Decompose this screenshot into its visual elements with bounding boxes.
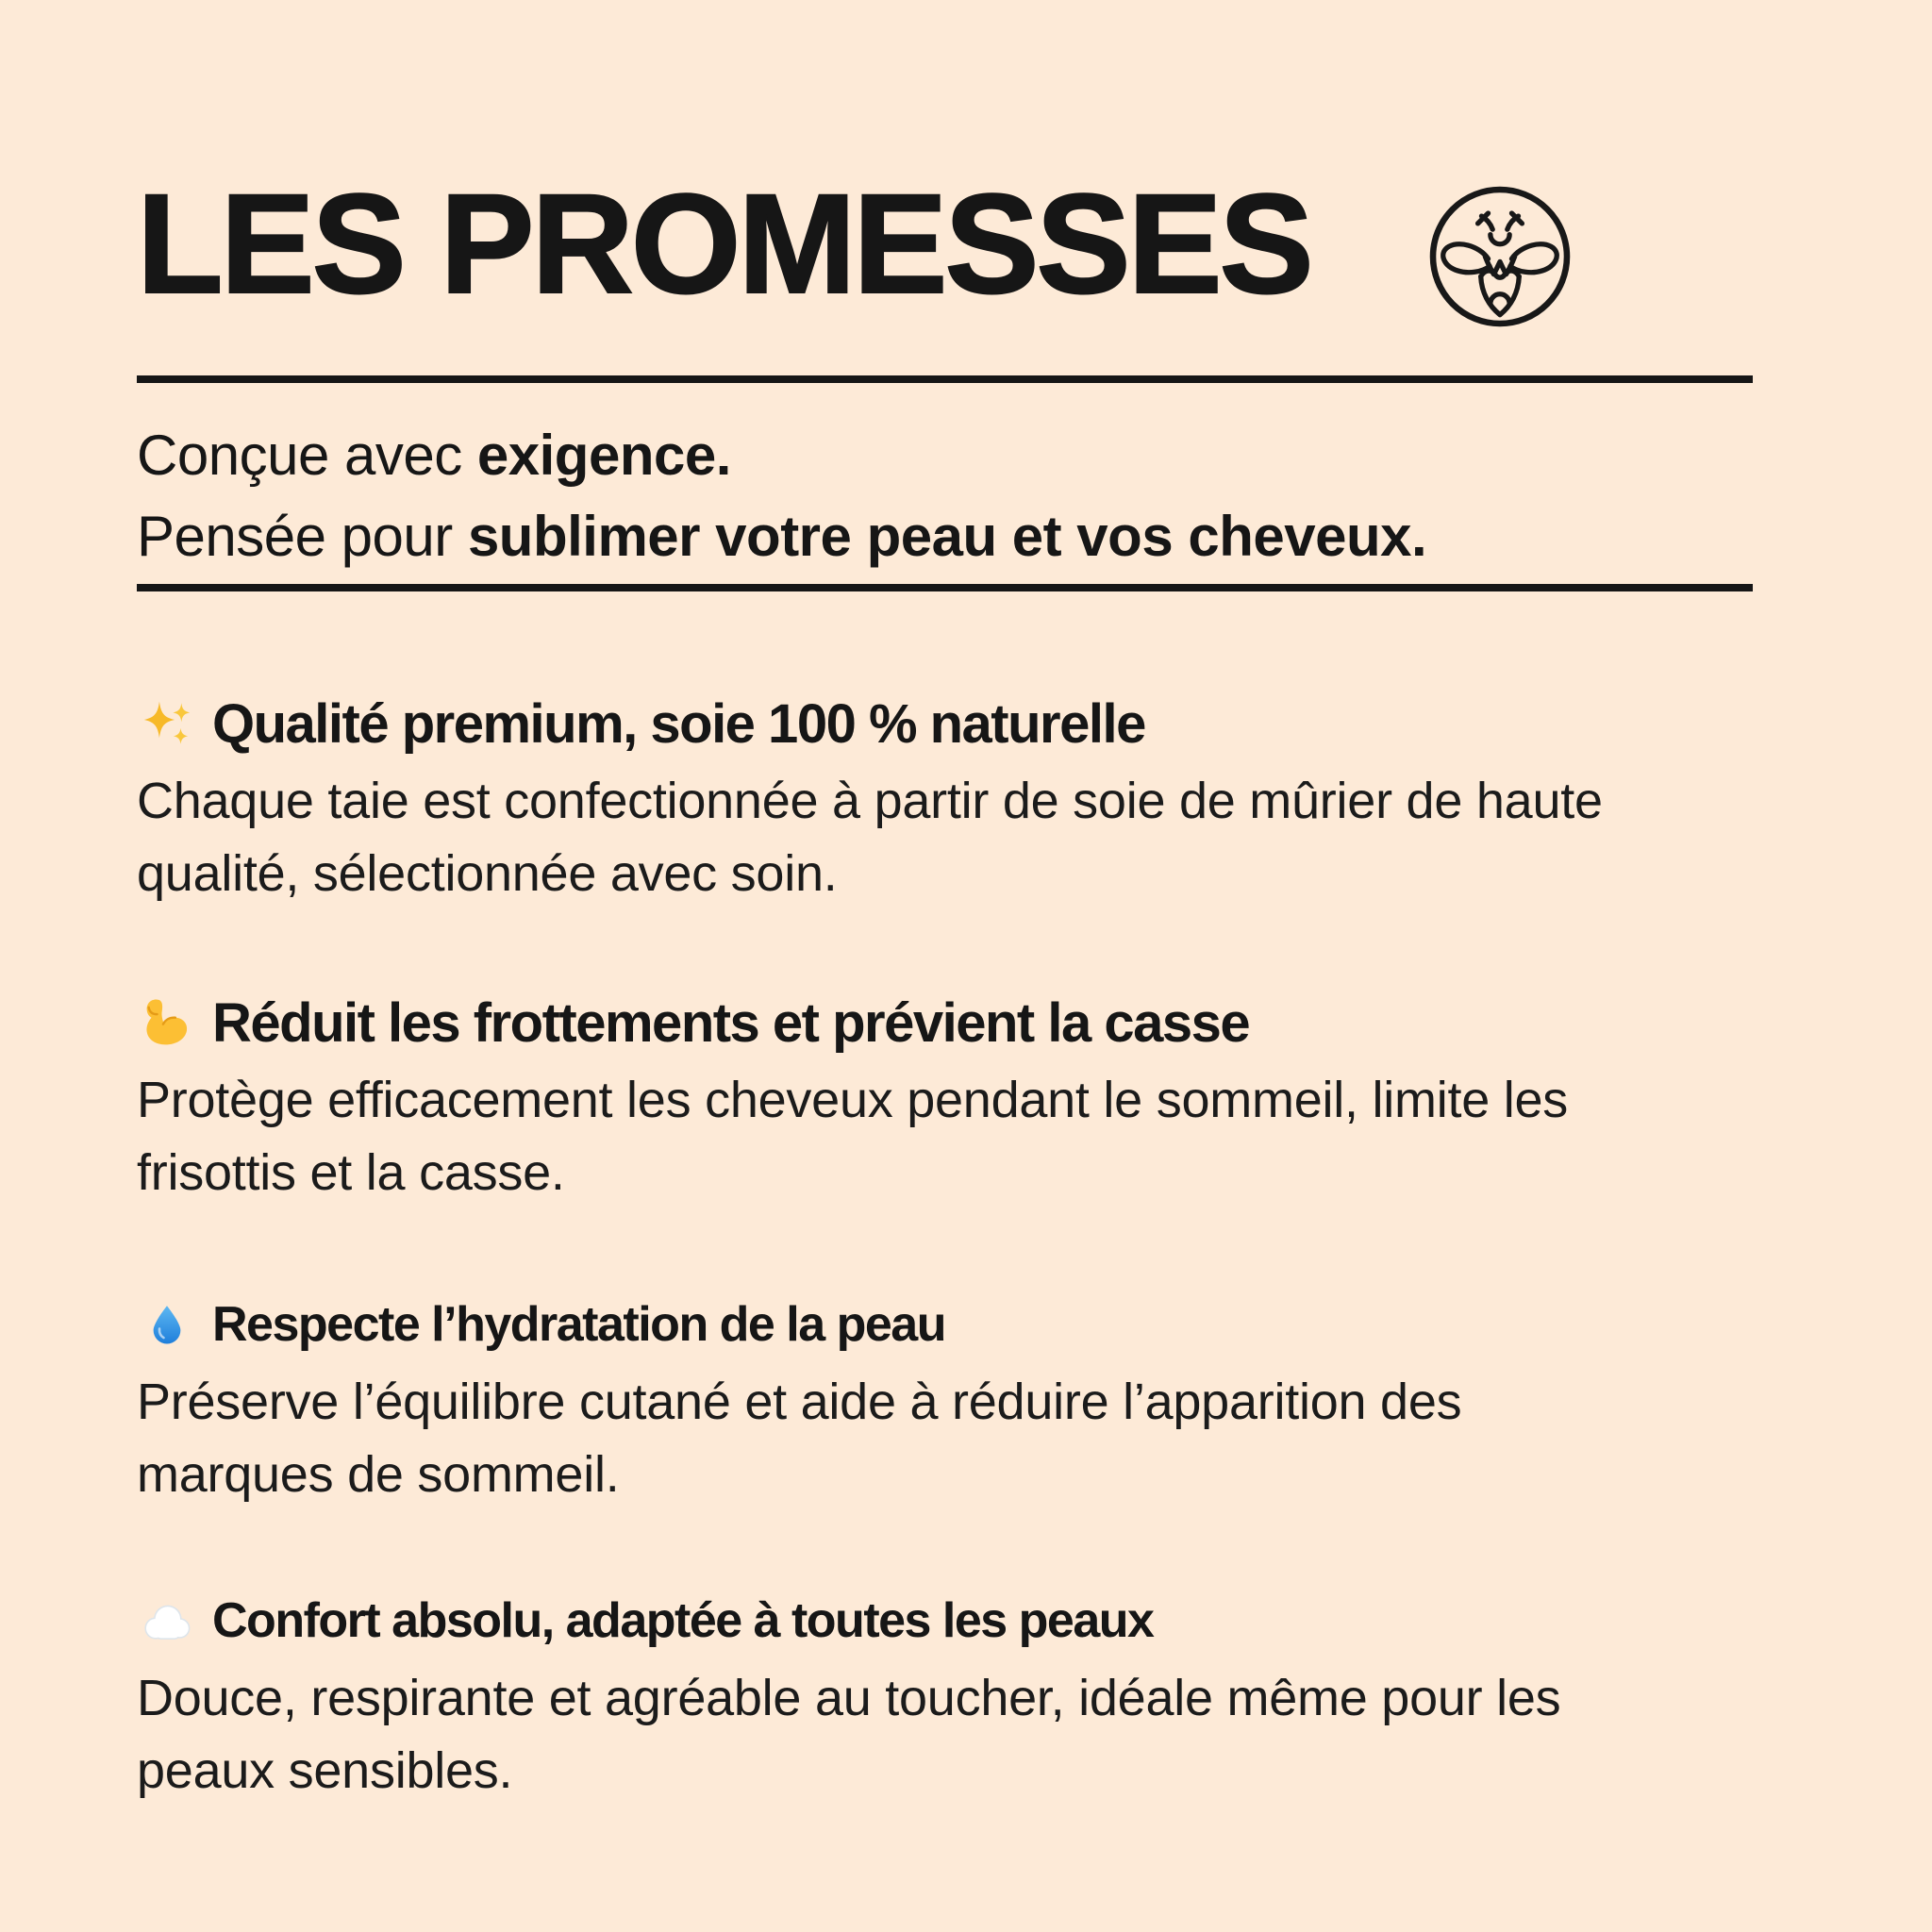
intro-line2-regular: Pensée pour [137, 505, 468, 568]
flexed-biceps-icon [137, 992, 197, 1053]
benefit-heading [137, 1294, 1461, 1355]
benefit-heading-text: Réduit les frottements et prévient la casse [212, 991, 1250, 1054]
benefit-body-line: Protège efficacement les cheveux pendant le sommeil, limite les [137, 1072, 1569, 1128]
benefit-heading-text: Confort absolu, adaptée à toutes les peaux [212, 1593, 1154, 1648]
benefit-body [137, 1662, 1560, 1807]
benefit-heading [137, 693, 1603, 754]
intro-text [137, 415, 1426, 577]
benefit-section-hydration [137, 1294, 1461, 1511]
divider-top [137, 375, 1753, 383]
sparkles-icon [137, 693, 197, 754]
intro-line2-bold: sublimer votre peau et vos cheveux. [467, 505, 1427, 568]
droplet-icon [137, 1294, 197, 1355]
benefit-body [137, 1366, 1461, 1511]
page-title: LES PROMESSES [137, 164, 1311, 323]
divider-bottom [137, 584, 1753, 591]
cloud-icon [137, 1591, 197, 1651]
intro-line-2 [137, 496, 1426, 577]
intro-line1-regular: Conçue avec [137, 424, 477, 487]
benefit-body-line: Chaque taie est confectionnée à partir de soie de mûrier de haute [137, 773, 1603, 829]
bee-logo-icon [1426, 183, 1574, 330]
benefit-body-line: peaux sensibles. [137, 1742, 513, 1799]
benefit-body-line: marques de sommeil. [137, 1446, 620, 1503]
intro-line-1 [137, 415, 1426, 496]
benefit-section-quality [137, 693, 1603, 910]
benefit-section-comfort [137, 1591, 1560, 1807]
benefit-body [137, 765, 1603, 910]
benefit-heading-text: Respecte l’hydratation de la peau [212, 1297, 945, 1352]
benefit-body-line: Préserve l’équilibre cutané et aide à réduire l’apparition des [137, 1374, 1462, 1430]
benefit-heading-text: Qualité premium, soie 100 % naturelle [212, 692, 1145, 755]
benefit-heading [137, 1591, 1560, 1651]
benefit-section-friction [137, 992, 1568, 1209]
intro-line1-bold: exigence. [476, 424, 731, 487]
benefit-body [137, 1064, 1568, 1209]
benefit-heading [137, 992, 1568, 1053]
benefit-body-line: frisottis et la casse. [137, 1144, 565, 1201]
benefit-body-line: qualité, sélectionnée avec soin. [137, 845, 838, 902]
benefit-body-line: Douce, respirante et agréable au toucher, idéale même pour les [137, 1670, 1561, 1726]
